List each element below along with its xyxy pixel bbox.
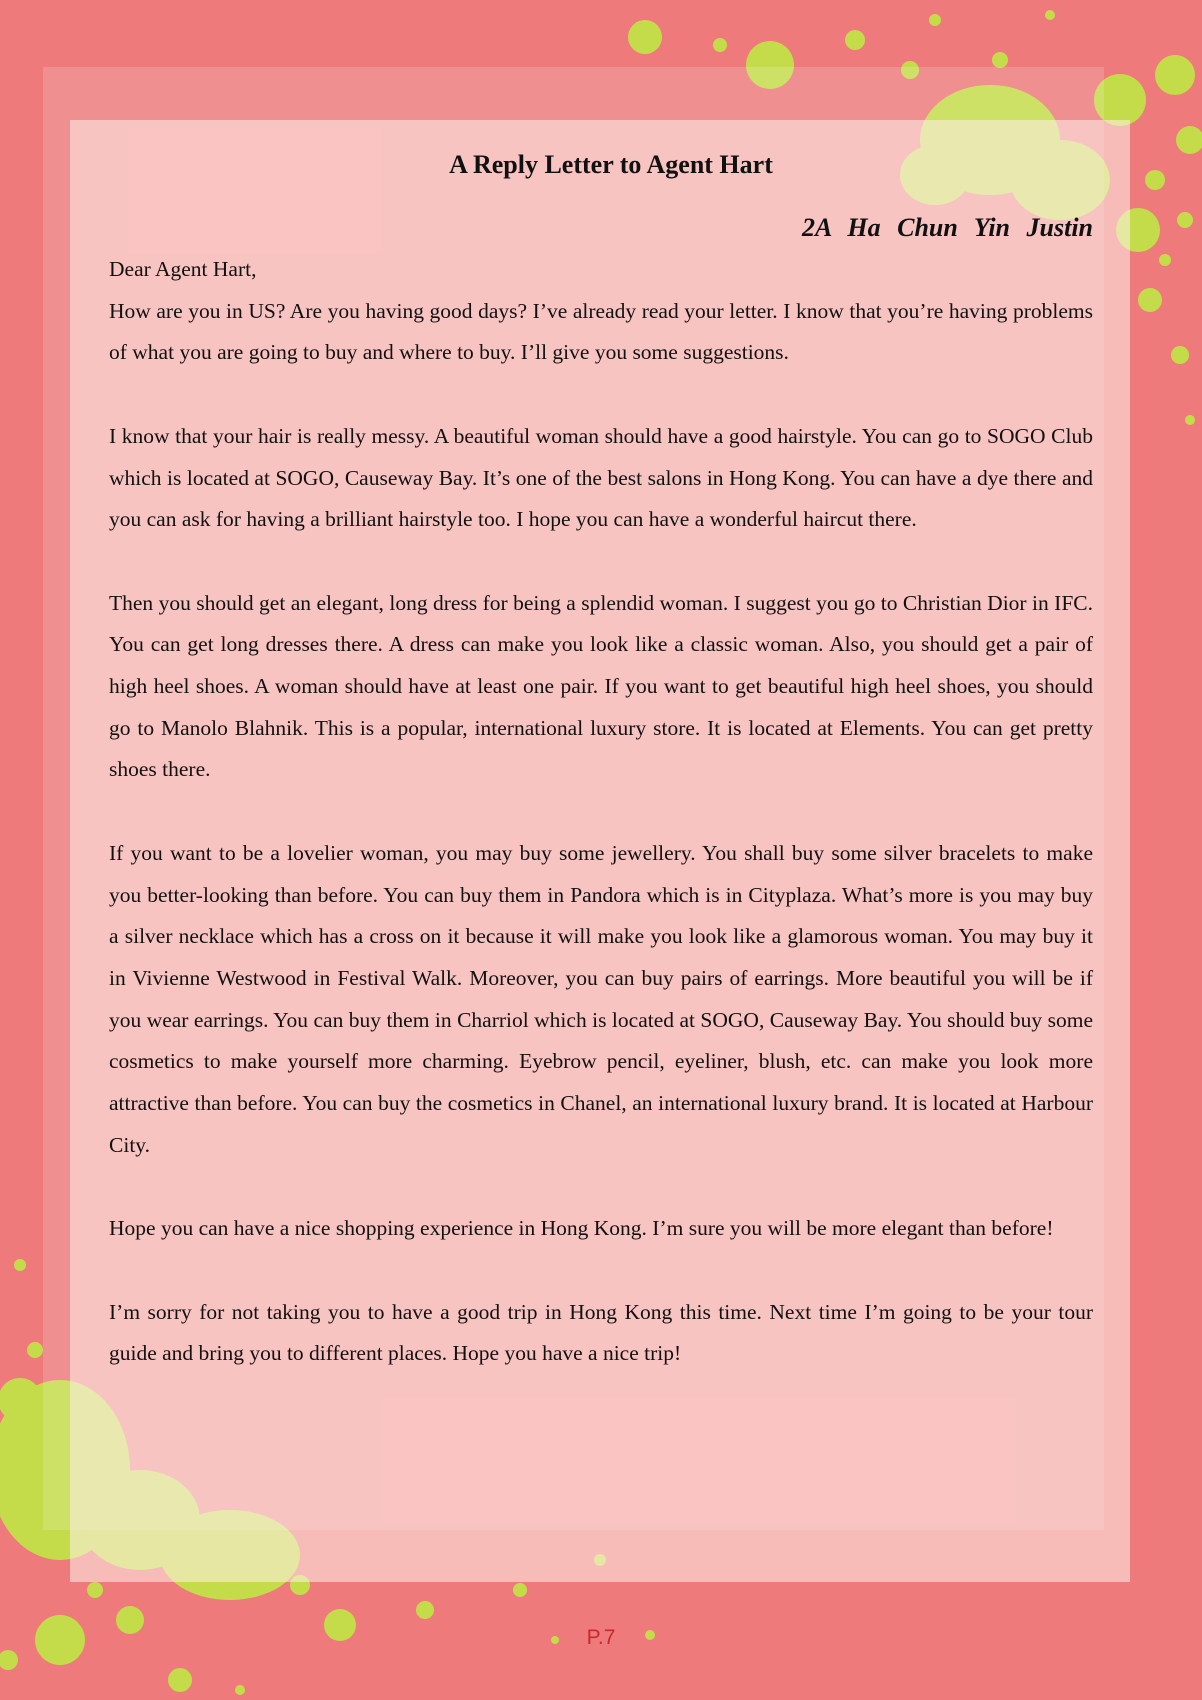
letter-title: A Reply Letter to Agent Hart xyxy=(449,150,773,179)
letter-paragraph: How are you in US? Are you having good days? I’ve already read your letter. I know that you’re having problems of what you are going to buy and where to buy. I’ll give you some suggestions. xyxy=(109,298,1093,365)
letter-content xyxy=(109,140,1093,1417)
letter-greeting: Dear Agent Hart, xyxy=(109,257,257,281)
letter-paragraph: Then you should get an elegant, long dress for being a splendid woman. I suggest you go to Christian Dior in IFC. You can get long dresses there. A dress can make you look like a classic woman. Also, you should get a pair of high heel shoes. A woman should have at least one pair. If you want to get beautiful high heel shoes, you should go to Manolo Blahnik. This is a popular, international luxury store. It is located at Elements. You can get pretty shoes there. xyxy=(109,590,1093,782)
letter-paragraph: I know that your hair is really messy. A beautiful woman should have a good hairstyle. You can go to SOGO Club which is located at SOGO, Causeway Bay. It’s one of the best salons in Hong Kong. You can have a dye there and you can ask for having a brilliant hairstyle too. I hope you can have a wonderful haircut there. xyxy=(109,423,1093,532)
letter-paragraph: Hope you can have a nice shopping experience in Hong Kong. I’m sure you will be more elegant than before! xyxy=(109,1216,1054,1241)
author-line: 2A Ha Chun Yin Justin xyxy=(802,213,1093,242)
letter-paragraph: I’m sorry for not taking you to have a good trip in Hong Kong this time. Next time I’m going to be your tour guide and bring you to different places. Hope you have a nice trip! xyxy=(109,1299,1093,1366)
letter-paragraph: If you want to be a lovelier woman, you may buy some jewellery. You shall buy some silver bracelets to make you better-looking than before. You can buy them in Pandora which is in Cityplaza. What’s more is you may buy a silver necklace which has a cross on it because it will make you look like a glamorous woman. You may buy it in Vivienne Westwood in Festival Walk. Moreover, you can buy pairs of earrings. More beautiful you will be if you wear earrings. You can buy them in Charriol which is located at SOGO, Causeway Bay. You should buy some cosmetics to make yourself more charming. Eyebrow pencil, eyeliner, blush, etc. can make you look more attractive than before. You can buy the cosmetics in Chanel, an international luxury brand. It is located at Harbour City. xyxy=(109,840,1093,1157)
page-number: P.7 xyxy=(586,1626,616,1649)
